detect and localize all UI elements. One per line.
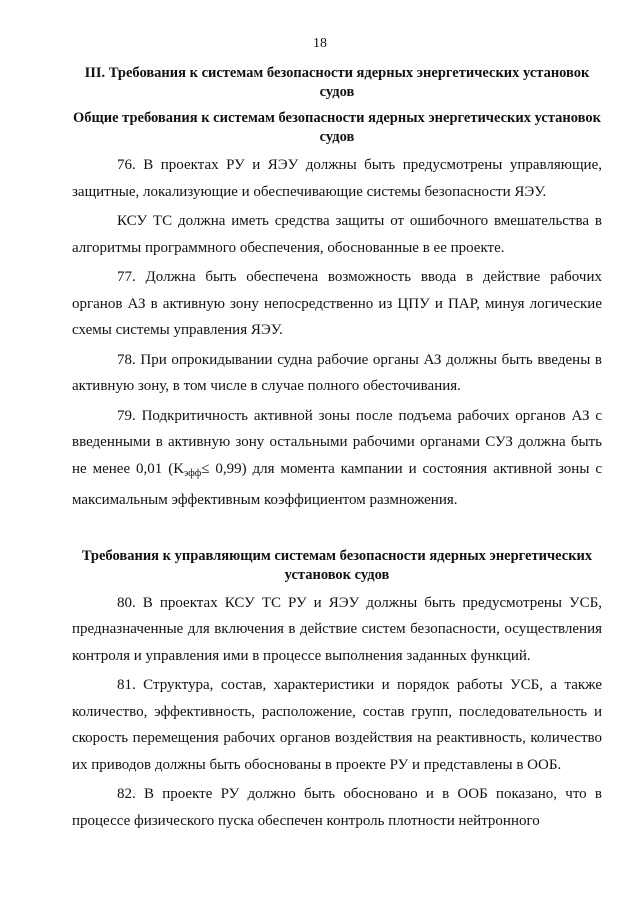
paragraph-ksu-ts: КСУ ТС должна иметь средства защиты от ошибочного вмешательства в алгоритмы программного обеспечения, обоснованные в ее проекте. [72, 213, 602, 256]
subsection-title-control: Требования к управляющим системам безопасности ядерных энергетических установок судов [81, 547, 593, 583]
keff-subscript: эфф [184, 467, 202, 479]
paragraph-81: 81. Структура, состав, характеристики и порядок работы УСБ, а также количество, эффективность, расположение, состав групп, последовательность и скорость перемещения рабочих органов воздействия на реактивность, количество их приводов должны быть обоснованы в проекте РУ и представлены в ООБ. [72, 677, 602, 773]
page-number: 18 [313, 36, 327, 51]
section-title: III. Требования к системам безопасности ядерных энергетических установок судов [84, 65, 590, 100]
paragraph-76: 76. В проектах РУ и ЯЭУ должны быть предусмотрены управляющие, защитные, локализующие и обеспечивающие системы безопасности ЯЭУ. [72, 157, 602, 200]
page-content [72, 64, 602, 837]
paragraph-79-text-start: 79. Подкритичность активной зоны после подъема рабочих органов АЗ с введенными в активную зону остальными рабочими органами СУЗ должна быть не менее 0,01 (K [72, 407, 602, 477]
paragraph-79 [72, 403, 602, 514]
paragraph-78: 78. При опрокидывании судна рабочие органы АЗ должны быть введены в активную зону, в том числе в случае полного обесточивания. [72, 351, 602, 394]
paragraph-79-text-end: ≤ 0,99) для момента кампании и состояния активной зоны с максимальным эффективным коэффициентом размножения. [72, 460, 602, 508]
paragraph-80: 80. В проектах КСУ ТС РУ и ЯЭУ должны быть предусмотрены УСБ, предназначенные для включения в действие систем безопасности, осуществления контроля и управления ими в процессе выполнения заданных функций. [72, 594, 602, 664]
paragraph-77: 77. Должна быть обеспечена возможность ввода в действие рабочих органов АЗ в активную зону непосредственно из ЦПУ и ПАР, минуя логические схемы системы управления ЯЭУ. [72, 269, 602, 338]
paragraph-82: 82. В проекте РУ должно быть обосновано и в ООБ показано, что в процессе физического пуска обеспечен контроль плотности нейтронного [72, 786, 602, 829]
subsection-title-general: Общие требования к системам безопасности ядерных энергетических установок судов [73, 110, 601, 145]
